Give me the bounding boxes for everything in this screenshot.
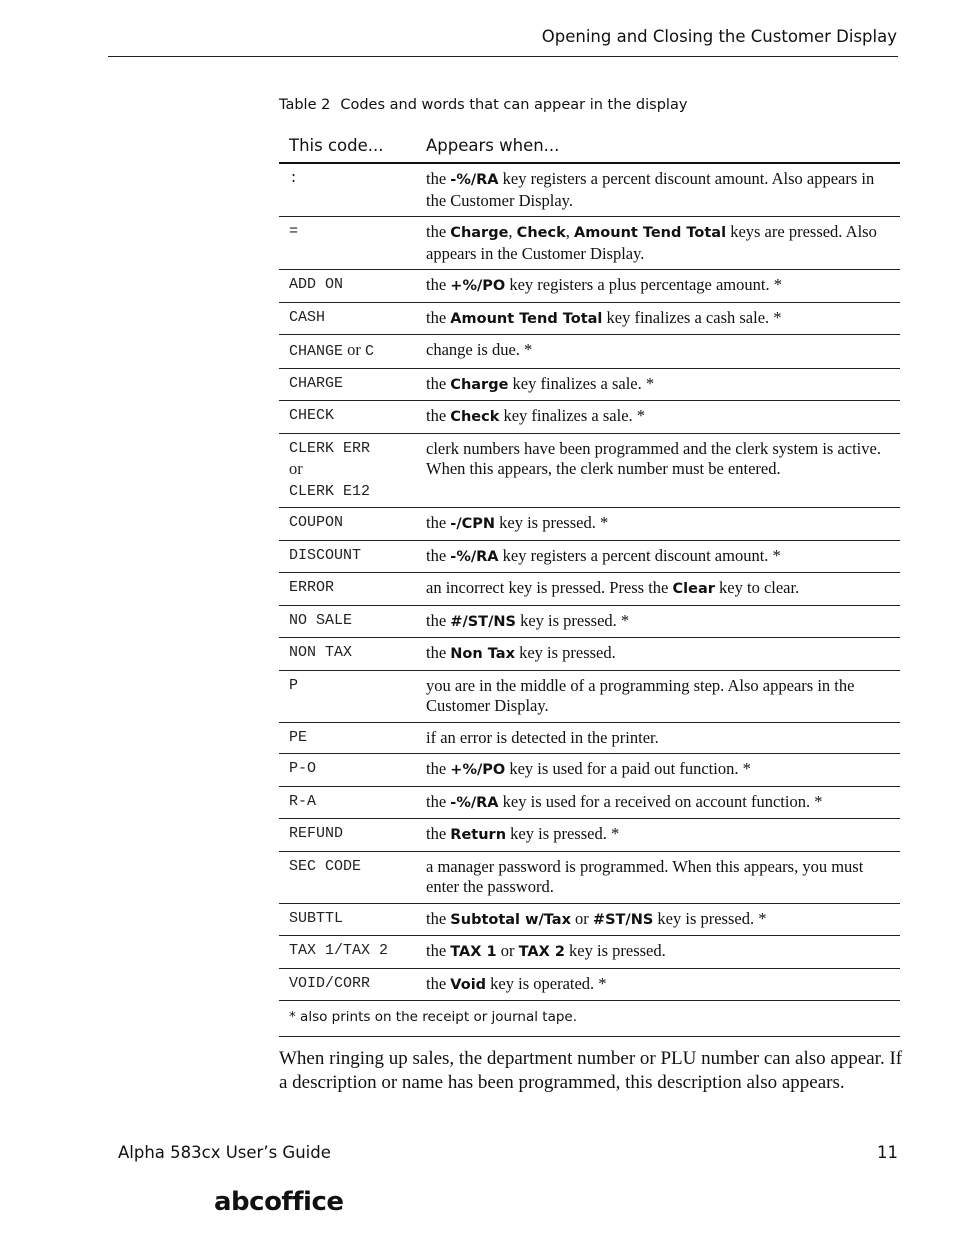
table-row — [279, 605, 900, 638]
description-cell — [426, 754, 900, 787]
display-code: ADD ON — [289, 276, 344, 293]
key-name: Charge — [450, 376, 509, 393]
table-caption-text: Codes and words that can appear in the display — [340, 97, 688, 113]
key-name: +%/PO — [450, 278, 506, 294]
code-cell — [279, 605, 426, 638]
description-cell — [426, 638, 900, 671]
running-header: Opening and Closing the Customer Display — [541, 27, 897, 46]
table-row — [279, 163, 900, 217]
description-text: key is used for a received on account function. * — [498, 791, 823, 811]
description-cell — [426, 605, 900, 638]
description-text: or — [570, 908, 593, 928]
display-code: CLERK E12 — [289, 482, 371, 500]
description-text: or — [496, 941, 519, 960]
code-connector-word: or — [343, 340, 366, 359]
code-cell — [279, 335, 426, 369]
description-text: key registers a percent discount amount. Also appears in the Customer Display. — [426, 169, 875, 210]
description-text: key is pressed. — [514, 643, 616, 662]
display-code: NON TAX — [289, 644, 353, 661]
description-text: the — [426, 973, 451, 993]
display-code: CASH — [289, 308, 326, 326]
code-cell — [279, 638, 426, 671]
description-text: key registers a plus percentage amount. * — [505, 275, 782, 294]
key-name: Amount Tend Total — [450, 310, 603, 327]
description-text: the — [426, 759, 451, 778]
display-code: PE — [289, 728, 308, 746]
description-text: the — [426, 941, 451, 960]
key-name: Charge — [450, 225, 509, 241]
description-text: the — [426, 545, 451, 565]
description-cell — [426, 163, 900, 217]
code-cell — [279, 722, 426, 754]
description-text: key registers a percent discount amount. * — [498, 545, 781, 565]
display-code: C — [365, 343, 375, 360]
display-code: ERROR — [289, 579, 335, 596]
code-cell — [279, 270, 426, 303]
description-cell — [426, 573, 900, 606]
table-row — [279, 368, 900, 401]
description-cell — [426, 936, 900, 969]
table-caption-number: Table 2 — [279, 97, 331, 113]
key-name: +%/PO — [450, 762, 506, 778]
description-cell — [426, 302, 900, 335]
code-cell — [279, 754, 426, 787]
description-text: the — [426, 406, 451, 425]
code-cell — [279, 819, 426, 852]
key-name: TAX 2 — [518, 944, 565, 960]
codes-table — [279, 128, 900, 1037]
code-cell — [279, 368, 426, 401]
description-text: key is pressed. * — [653, 908, 767, 928]
description-text: , — [508, 222, 517, 241]
display-code: DISCOUNT — [289, 546, 362, 564]
display-code: : — [289, 170, 299, 187]
description-cell — [426, 851, 900, 903]
table-row — [279, 401, 900, 434]
description-text: the — [426, 791, 451, 811]
display-code: CHANGE — [289, 343, 344, 360]
description-text: key to clear. — [714, 578, 800, 597]
table-row — [279, 638, 900, 671]
table-row — [279, 302, 900, 335]
key-name: Clear — [672, 581, 715, 597]
description-text: if an error is detected in the printer. — [426, 727, 659, 747]
key-name: Check — [516, 225, 566, 241]
table-row — [279, 670, 900, 722]
description-text: an incorrect key is pressed. Press the — [426, 578, 673, 597]
key-name: Subtotal w/Tax — [450, 911, 571, 928]
description-text: key is operated. * — [486, 973, 607, 993]
table-row — [279, 754, 900, 787]
description-cell — [426, 819, 900, 852]
code-cell — [279, 968, 426, 1001]
description-text: a manager password is programmed. When this appears, you must enter the password. — [426, 856, 864, 896]
key-name: Check — [450, 409, 500, 425]
key-name: -/CPN — [450, 516, 496, 532]
description-text: clerk numbers have been programmed and the clerk system is active. When this appears, the clerk number must be entered. — [426, 438, 881, 478]
table-row — [279, 217, 900, 270]
key-name: Non Tax — [450, 646, 515, 662]
code-cell — [279, 786, 426, 819]
codes-table-body — [279, 163, 900, 1001]
key-name: #/ST/NS — [450, 613, 516, 630]
key-name: -%/RA — [450, 172, 499, 188]
key-name: Return — [450, 827, 507, 843]
description-text: the — [426, 222, 451, 241]
table-row — [279, 540, 900, 573]
description-text: the — [426, 643, 451, 662]
column-header-code: This code... — [279, 128, 426, 163]
description-cell — [426, 722, 900, 754]
code-cell — [279, 401, 426, 434]
footer-guide-title: Alpha 583cx User’s Guide — [118, 1143, 331, 1162]
key-name: Void — [450, 976, 487, 993]
code-cell — [279, 936, 426, 969]
description-cell — [426, 508, 900, 541]
description-text: key is pressed. * — [515, 610, 630, 630]
code-cell — [279, 508, 426, 541]
description-text: you are in the middle of a programming step. Also appears in the Customer Display. — [426, 675, 855, 715]
display-code: CHARGE — [289, 374, 344, 392]
description-cell — [426, 540, 900, 573]
code-cell — [279, 217, 426, 270]
table-footnote-row — [279, 1001, 900, 1037]
display-code: SUBTTL — [289, 909, 344, 927]
key-name: Amount Tend Total — [573, 225, 727, 241]
key-name: #ST/NS — [592, 911, 654, 928]
table-row — [279, 508, 900, 541]
table-row — [279, 903, 900, 936]
description-text: keys are pressed. Also appears in the Customer Display. — [426, 222, 877, 263]
table-row — [279, 819, 900, 852]
display-code: VOID/CORR — [289, 974, 371, 992]
column-header-appears-when: Appears when... — [426, 128, 900, 163]
abcoffice-logo: abcoffice — [214, 1187, 344, 1217]
code-cell — [279, 573, 426, 606]
table-row — [279, 851, 900, 903]
description-text: , — [565, 222, 574, 241]
description-text: key is pressed. * — [495, 513, 609, 532]
table-caption — [279, 97, 687, 113]
table-row — [279, 335, 900, 369]
table-row — [279, 433, 900, 508]
description-text: key is used for a paid out function. * — [505, 759, 751, 778]
description-cell — [426, 903, 900, 936]
code-cell — [279, 433, 426, 508]
description-cell — [426, 335, 900, 369]
description-cell — [426, 270, 900, 303]
description-text: the — [426, 307, 451, 327]
description-text: key finalizes a sale. * — [508, 373, 655, 393]
display-code: REFUND — [289, 825, 344, 842]
code-cell — [279, 670, 426, 722]
display-code: CLERK ERR — [289, 439, 371, 457]
code-cell — [279, 851, 426, 903]
display-code: R-A — [289, 792, 317, 810]
code-connector-word: or — [289, 459, 303, 478]
description-text: the — [426, 824, 451, 843]
display-code: P — [289, 676, 299, 694]
key-name: -%/RA — [450, 548, 499, 565]
table-row — [279, 936, 900, 969]
description-text: the — [426, 169, 451, 188]
code-cell — [279, 163, 426, 217]
description-cell — [426, 217, 900, 270]
display-code: CHECK — [289, 407, 335, 424]
description-cell — [426, 401, 900, 434]
description-text: the — [426, 373, 451, 393]
code-cell — [279, 540, 426, 573]
description-text: key finalizes a cash sale. * — [602, 307, 782, 327]
display-code: NO SALE — [289, 611, 353, 629]
description-cell — [426, 670, 900, 722]
display-code: TAX 1/TAX 2 — [289, 942, 389, 959]
description-cell — [426, 433, 900, 508]
key-name: -%/RA — [450, 794, 499, 811]
description-text: key is pressed. — [564, 941, 666, 960]
code-cell — [279, 302, 426, 335]
table-header-row — [279, 128, 900, 163]
description-cell — [426, 968, 900, 1001]
display-code: COUPON — [289, 514, 344, 531]
table-row — [279, 270, 900, 303]
description-text: key finalizes a sale. * — [499, 406, 646, 425]
description-text: the — [426, 275, 451, 294]
table-footnote: * also prints on the receipt or journal tape. — [279, 1001, 900, 1037]
table-row — [279, 786, 900, 819]
description-text: change is due. * — [426, 340, 533, 359]
code-cell — [279, 903, 426, 936]
description-cell — [426, 368, 900, 401]
table-row — [279, 722, 900, 754]
description-cell — [426, 786, 900, 819]
description-text: the — [426, 908, 451, 928]
table-row — [279, 968, 900, 1001]
display-code: P-O — [289, 760, 317, 777]
description-text: the — [426, 513, 451, 532]
display-code: SEC CODE — [289, 857, 362, 875]
key-name: TAX 1 — [450, 944, 497, 960]
table-row — [279, 573, 900, 606]
description-text: key is pressed. * — [506, 824, 620, 843]
display-code: = — [289, 223, 299, 240]
body-paragraph: When ringing up sales, the department number or PLU number can also appear. If a description or name has been programmed, this description also appears. — [279, 1048, 903, 1093]
header-rule — [108, 56, 898, 57]
description-text: the — [426, 610, 451, 630]
footer-page-number: 11 — [877, 1143, 898, 1162]
